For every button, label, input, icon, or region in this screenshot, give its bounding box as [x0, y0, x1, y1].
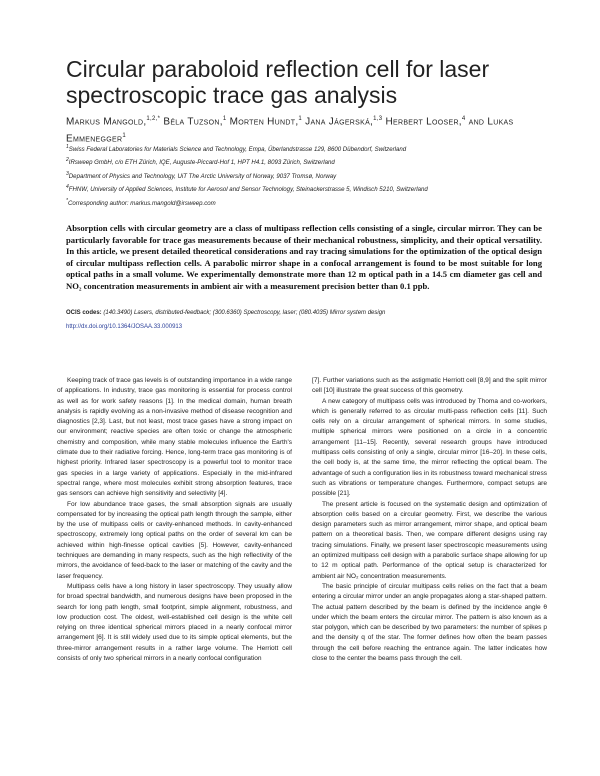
- body-column-right: [312, 376, 547, 664]
- affiliation-list: [66, 142, 536, 209]
- author-name: Béla Tuzson,: [163, 116, 223, 128]
- body-column-left: [57, 376, 292, 664]
- author-affiliation-mark: 1: [298, 116, 303, 122]
- body-paragraph: [7]. Further variations such as the astigmatic Herriott cell [8,9] and the split mirror cell [10] illustrate the great success of this geometry.: [312, 377, 547, 395]
- ocis-label: OCIS codes:: [66, 310, 102, 316]
- doi-link[interactable]: http://dx.doi.org/10.1364/JOSAA.33.000913: [66, 324, 183, 330]
- author-name: Herbert Looser,: [385, 116, 462, 128]
- affiliation-line: $^4$FHNW, University of Applied Sciences, Institute for Aerosol and Sensor Technology, Steinackerstrasse 5, Windisch 5210, Switzerland: [66, 184, 428, 194]
- paper-title: Circular paraboloid reflection cell for laser spectroscopic trace gas analysis: [66, 56, 490, 108]
- affiliation-line: $^3$Department of Physics and Technology, UiT The Arctic University of Norway, 9037 Tromsø, Norway: [66, 170, 337, 180]
- author-affiliation-mark: 1: [222, 116, 227, 122]
- ocis-text: (140.3490) Lasers, distributed-feedback; (300.6360) Spectroscopy, laser; (080.4035) Mirror system design: [103, 310, 386, 316]
- body-paragraph: A new category of multipass cells was introduced by Thoma and co-workers, which is generally referred to as circular multi-pass reflection cells [11]. Such cells rely on a circular arrangement of spherical mirrors. In some studies, multiple spherical mirrors were positioned on a circle in a concentric arrangement [11–15]. Recently, several research groups have introduced multipass cells consisting of only a single, circular mirror [16–20]. In these cells, the cell body is, at the same time, the mirror reflecting the optical beam. The advantage of such a configuration lies in its robustness toward mechanical stress such as vibrations or temperature changes. Furthermore, compact setups are possible [21].: [312, 397, 547, 498]
- ocis-codes: [66, 308, 542, 318]
- author-affiliation-mark: 1,3: [373, 116, 383, 122]
- body-paragraph: Keeping track of trace gas levels is of outstanding importance in a wide range of applications. In industry, trace gas monitoring is essential for process control as well as for work safety reasons [1]. In the medical domain, human breath analysis is rapidly evolving as a non-invasive method of disease recognition and diagnostics [2,3]. Last, but not least, most trace gases have a strong impact on our environment; reactive species are often toxic or change the atmospheric chemistry and composition, while many stable molecules influence the Earth's climate due to their radiative forcing. Hence, long-term trace gas monitoring is of highest priority. Infrared laser spectroscopy is a powerful tool to monitor trace gas species in a large variety of applications. Especially in the mid-infrared spectral range, where most molecules exhibit strong absorption features, trace gas sensors can achieve high sensitivity and selectivity [4].: [57, 377, 292, 498]
- author-name: Markus Mangold,: [66, 116, 147, 128]
- author-affiliation-mark: 4: [461, 116, 466, 122]
- abstract: Absorption cells with circular geometry are a class of multipass reflection cells consisting of a single, circular mirror. They can be particularly favorable for trace gas measurements because of their mechanical robustness, simplicity, and their optical versatility. In this article, we present detailed theoretical considerations and ray tracing simulations for the optimization of the optical design of circular multipass reflection cells. A parabolic mirror shape in a confocal arrangement is found to be most suitable for long optical paths in a small volume. We experimentally demonstrate more than 12 m optical path in a 14.5 cm diameter gas cell and NO₂ concentration measurements in ambient air with a measurement precision better than 0.1 ppb.: [66, 223, 542, 291]
- author-name: Morten Hundt,: [229, 116, 299, 128]
- author-name: and Lukas Emmenegger: [66, 116, 514, 145]
- body-paragraph: The present article is focused on the systematic design and optimization of absorption cells based on a circular geometry. First, we describe the various design parameters such as mirror arrangement, mirror shape, and optical beam pattern on a theoretical basis. Then, we compare different designs using ray tracing simulations. Finally, we present laser spectroscopic measurements using an optimized multipass cell design with a parabolic surface shape allowing for up to 12 m optical path. Performance of the optical setup is characterized for ambient air NO₂ concentration measurements.: [312, 500, 547, 580]
- affiliation-line: $^2$IRsweep GmbH, c/o ETH Zürich, IQE, Auguste-Piccard-Hof 1, HPT H4.1, 8093 Zürich, Switzerland: [66, 157, 335, 167]
- author-name: Jana Jágerská,: [305, 116, 374, 128]
- body-paragraph: The basic principle of circular multipass cells relies on the fact that a beam entering a circular mirror under an angle propagates along a star-shaped pattern. The actual pattern described by the beam is defined by the incidence angle θ under which the beam enters the circular mirror. The pattern is also known as a star polygon, which can be described by two parameters: the number of spikes p and the density q of the star. The former defines how often the beam passes through the cell before reaching the entrance again. The latter indicates how close to the center the beams pass through the cell.: [312, 582, 547, 663]
- affiliation-line: $^1$Swiss Federal Laboratories for Materials Science and Technology, Empa, Überlandstrasse 129, 8600 Dübendorf, Switzerland: [66, 144, 407, 154]
- body-paragraph: Multipass cells have a long history in laser spectroscopy. They usually allow for broad spectral bandwidth, and numerous designs have been proposed in the search for long path length, small footprint, simple alignment, robustness, and low production cost. The oldest, well-established cell design is the white cell relying on three identical spherical mirrors placed in a nearly confocal mirror arrangement [6]. It is still widely used due to its simple optical elements, but the three-mirror arrangement results in a rather large volume. The Herriott cell consists of only two spherical mirrors in a nearly confocal configuration: [57, 582, 292, 663]
- author-affiliation-mark: 1,2,*: [146, 116, 161, 122]
- affiliation-line: *Corresponding author: markus.mangold@irsweep.com: [66, 197, 216, 207]
- body-paragraph: For low abundance trace gases, the small absorption signals are usually compensated for by increasing the optical path length through the sample, either by the use of multipass cells or cavity-enhanced methods. In cavity-enhanced spectroscopy, extremely long optical paths on the order of several km can be achieved within high-finesse optical cavities [5]. However, cavity-enhanced techniques are demanding in many respects, such as the high reflectivity of the mirrors, the avoidance of feed-back to the laser or matching of the cavity and the laser frequency.: [57, 500, 292, 580]
- author-affiliation-mark: 1: [122, 133, 126, 140]
